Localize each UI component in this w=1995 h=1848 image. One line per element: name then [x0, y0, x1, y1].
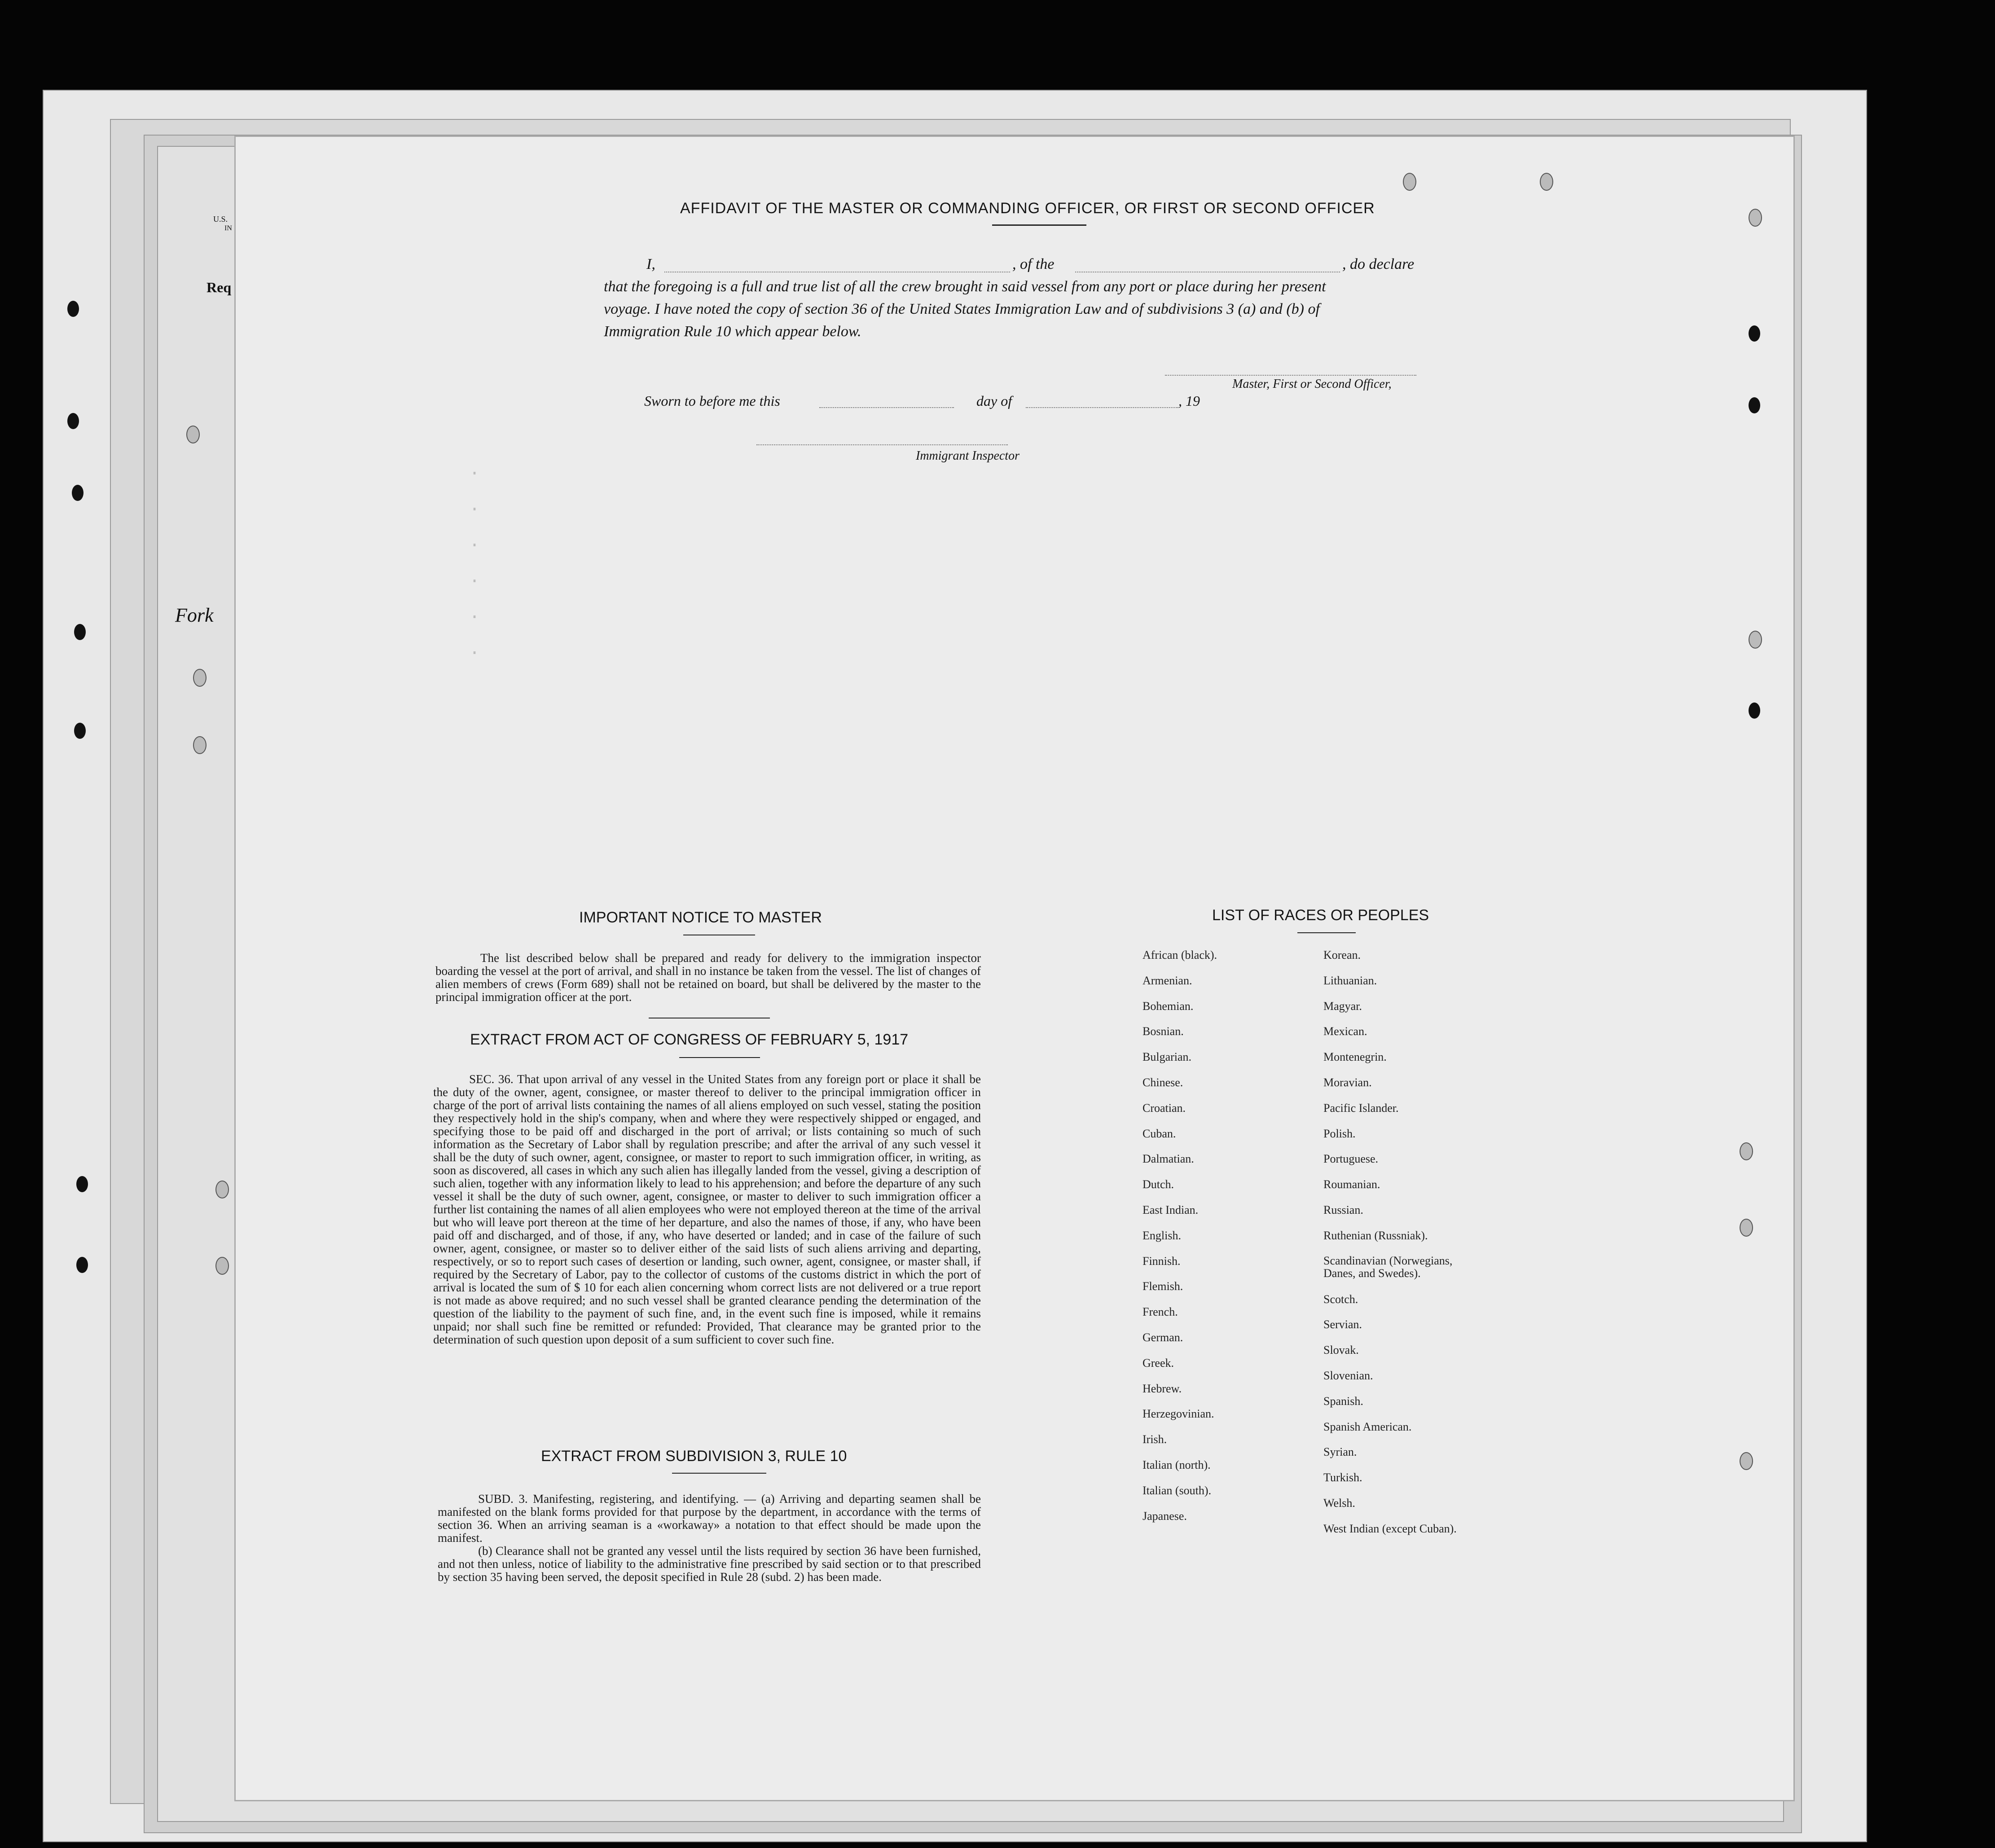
- race-item: Servian.: [1323, 1318, 1362, 1331]
- race-item: Spanish.: [1323, 1394, 1363, 1408]
- races-underline: [1297, 932, 1356, 933]
- race-item: Croatian.: [1143, 1101, 1186, 1115]
- race-item: Scandinavian (Norwegians, Danes, and Swedes).: [1323, 1254, 1453, 1280]
- race-item: German.: [1143, 1330, 1183, 1344]
- affidavit-i: I,: [646, 256, 655, 272]
- bleed-through-mark: .: [469, 640, 480, 660]
- act-underline: [679, 1057, 760, 1058]
- race-item: Armenian.: [1143, 974, 1192, 987]
- race-item: Bohemian.: [1143, 999, 1194, 1013]
- race-item: Hebrew.: [1143, 1382, 1182, 1395]
- binder-hole: [193, 736, 207, 754]
- binder-hole: [186, 426, 200, 443]
- binder-hole: [1740, 1452, 1753, 1470]
- race-item: Japanese.: [1143, 1509, 1187, 1523]
- race-item: Slovak.: [1323, 1343, 1359, 1357]
- binder-hole: [72, 485, 83, 501]
- affidavit-form-sheet: [236, 137, 1793, 1800]
- binder-hole: [74, 723, 86, 739]
- race-item: Italian (south).: [1143, 1484, 1212, 1497]
- race-item: Irish.: [1143, 1433, 1167, 1446]
- race-item: Dalmatian.: [1143, 1152, 1194, 1166]
- inspector-label: Immigrant Inspector: [916, 449, 1019, 463]
- race-item: Finnish.: [1143, 1254, 1181, 1268]
- race-item: Lithuanian.: [1323, 974, 1377, 987]
- act-body: SEC. 36. That upon arrival of any vessel in the United States from any foreign port or place it shall be the duty of the owner, agent, consignee, or master thereof to deliver to the principal immigration officer in charge of the port of arrival lists containing the names of all aliens employed on such vessel, stating the position they respectively hold in the ship's company, when and where they were respectively shipped or engaged, and specifying those to be paid off and discharged in the port of arrival; or lists containing so much of such information as the Secretary of Labor shall by regulation prescribe; and after the arrival of any such vessel it shall be the duty of such owner, agent, consignee, or master to report to such immigration officer, in writing, as soon as discovered, all cases in which any such alien has illegally landed from the vessel, giving a description of such alien, together with any information likely to lead to his apprehension; and before the departure of any such vessel it shall be the duty of such owner, agent, consignee, or master to deliver to such immigration officer a further list containing the names of all alien employees who were not employed thereon at the time of the arrival but who will leave port thereon at the time of her departure, and also the names of those, if any, who have been paid off and discharged, and of those, if any, who have deserted or landed; and in case of the failure of such owner, agent, consignee, or master so to deliver either of the said lists of such aliens arriving and departing, respectively, or so to report such cases of desertion or landing, such owner, agent, consignee, or master shall, if required by the Secretary of Labor, pay to the collector of customs of the customs district in which the port of arrival is located the sum of $ 10 for each alien concerning whom correct lists are not delivered or a true report is not made as above required; and no such vessel shall be granted clearance pending the determination of the question of the liability to the payment of such fine, and, in the event such fine is imposed, while it remains unpaid; nor shall such fine be remitted or refunded: Provided, That clearance may be granted prior to the determination of such question upon deposit of a sum sufficient to cover such fine.: [433, 1072, 981, 1346]
- race-item: Greek.: [1143, 1356, 1174, 1370]
- affidavit-line-3: voyage. I have noted the copy of section 36 of the United States Immigration Law and of subdivisions 3 (a) and (b) of: [604, 301, 1320, 317]
- binder-hole: [76, 1257, 88, 1273]
- affidavit-of-the: , of the: [1012, 256, 1055, 272]
- master-label: Master, First or Second Officer,: [1232, 377, 1392, 391]
- binder-hole: [1749, 702, 1760, 719]
- race-item: Flemish.: [1143, 1280, 1183, 1293]
- binder-hole: [74, 624, 86, 640]
- rule-body-b: (b) Clearance shall not be granted any vessel until the lists required by section 36 have been furnished, and not then unless, notice of liability to the administrative fine prescribed by said section or to that prescribed by section 35 having been served, the deposit specified in Rule 28 (subd. 2) has been made.: [438, 1544, 981, 1584]
- affidavit-line-2: that the foregoing is a full and true list of all the crew brought in said vessel from any port or place during her present: [604, 278, 1326, 295]
- title-underline: [992, 224, 1086, 226]
- race-item: Ruthenian (Russniak).: [1323, 1229, 1428, 1242]
- bleed-through-mark: .: [469, 496, 480, 516]
- rule-underline: [672, 1473, 766, 1474]
- binder-hole: [1749, 631, 1762, 649]
- affidavit-line-4: Immigration Rule 10 which appear below.: [604, 323, 861, 340]
- race-item: Dutch.: [1143, 1178, 1174, 1191]
- rule-title: EXTRACT FROM SUBDIVISION 3, RULE 10: [541, 1448, 847, 1465]
- race-item: French.: [1143, 1305, 1178, 1319]
- rule-body-a: SUBD. 3. Manifesting, registering, and identifying. — (a) Arriving and departing seamen shall be manifested on the blank forms provided for that purpose by the department, in accordance with the terms of section 36. When an arriving seaman is a «workaway» a notation to that effect should be made upon the manifest.: [438, 1492, 981, 1545]
- binder-hole: [1740, 1219, 1753, 1237]
- act-title: EXTRACT FROM ACT OF CONGRESS OF FEBRUARY 5, 1917: [470, 1031, 909, 1048]
- sworn-month-blank: [1026, 407, 1178, 408]
- notice-title: IMPORTANT NOTICE TO MASTER: [579, 909, 822, 926]
- binder-hole: [215, 1257, 229, 1275]
- race-item: West Indian (except Cuban).: [1323, 1522, 1457, 1535]
- day-of-label: day of: [976, 393, 1012, 409]
- race-item: Montenegrin.: [1323, 1050, 1387, 1064]
- inspector-signature-blank: [756, 444, 1008, 445]
- races-title: LIST OF RACES OR PEOPLES: [1212, 907, 1429, 924]
- binder-hole: [1403, 173, 1416, 191]
- peek-us: U.S.: [213, 215, 228, 224]
- race-item: Slovenian.: [1323, 1369, 1373, 1382]
- binder-hole: [193, 669, 207, 687]
- affidavit-declare: , do declare: [1342, 256, 1415, 272]
- signature-blank: [1165, 375, 1416, 376]
- race-item: Mexican.: [1323, 1025, 1367, 1038]
- race-item: Roumanian.: [1323, 1178, 1380, 1191]
- race-item: Chinese.: [1143, 1075, 1183, 1089]
- race-item: Bosnian.: [1143, 1025, 1184, 1038]
- notice-body: The list described below shall be prepared and ready for delivery to the immigration inspector boarding the vessel at the port of arrival, and shall in no instance be taken from the vessel. The list of changes of alien members of crews (Form 689) shall not be retained on board, but shall be delivered by the master to the principal immigration officer at the port.: [435, 951, 981, 1004]
- race-item: Russian.: [1323, 1203, 1363, 1216]
- binder-hole: [1749, 397, 1760, 413]
- year-label: , 19: [1178, 393, 1200, 409]
- sworn-label: Sworn to before me this: [644, 393, 780, 409]
- race-item: English.: [1143, 1229, 1181, 1242]
- bleed-through-mark: .: [469, 460, 480, 480]
- binder-hole: [67, 413, 79, 429]
- race-item: Moravian.: [1323, 1075, 1372, 1089]
- race-item: Herzegovinian.: [1143, 1407, 1214, 1421]
- binder-hole: [1540, 173, 1553, 191]
- binder-hole: [1749, 209, 1762, 227]
- race-item: Korean.: [1323, 948, 1361, 961]
- binder-hole: [76, 1176, 88, 1192]
- binder-hole: [1740, 1142, 1753, 1160]
- race-item: Portuguese.: [1323, 1152, 1379, 1166]
- peek-handwriting: Fork: [175, 604, 214, 626]
- races-column-2: [1323, 948, 1472, 1548]
- bleed-through-mark: .: [469, 604, 480, 624]
- race-item: Scotch.: [1323, 1292, 1358, 1306]
- sworn-day-blank: [819, 407, 954, 408]
- race-item: East Indian.: [1143, 1203, 1199, 1216]
- race-item: Spanish American.: [1323, 1420, 1412, 1433]
- peek-req: Req: [207, 279, 232, 295]
- race-item: Polish.: [1323, 1127, 1356, 1140]
- binder-hole: [67, 301, 79, 317]
- peek-in: IN: [224, 224, 232, 232]
- race-item: Italian (north).: [1143, 1458, 1211, 1471]
- binder-hole: [215, 1181, 229, 1198]
- race-item: Welsh.: [1323, 1496, 1355, 1510]
- race-item: Turkish.: [1323, 1471, 1362, 1484]
- race-item: Pacific Islander.: [1323, 1101, 1399, 1115]
- bleed-through-mark: .: [469, 568, 480, 588]
- affidavit-title: AFFIDAVIT OF THE MASTER OR COMMANDING OFFICER, OR FIRST OR SECOND OFFICER: [680, 200, 1375, 217]
- race-item: Magyar.: [1323, 999, 1362, 1013]
- binder-hole: [1749, 325, 1760, 342]
- race-item: Syrian.: [1323, 1445, 1357, 1459]
- races-column-1: [1143, 948, 1217, 1535]
- bleed-through-mark: .: [469, 532, 480, 552]
- race-item: Bulgarian.: [1143, 1050, 1192, 1064]
- race-item: Cuban.: [1143, 1127, 1176, 1140]
- race-item: African (black).: [1143, 948, 1217, 961]
